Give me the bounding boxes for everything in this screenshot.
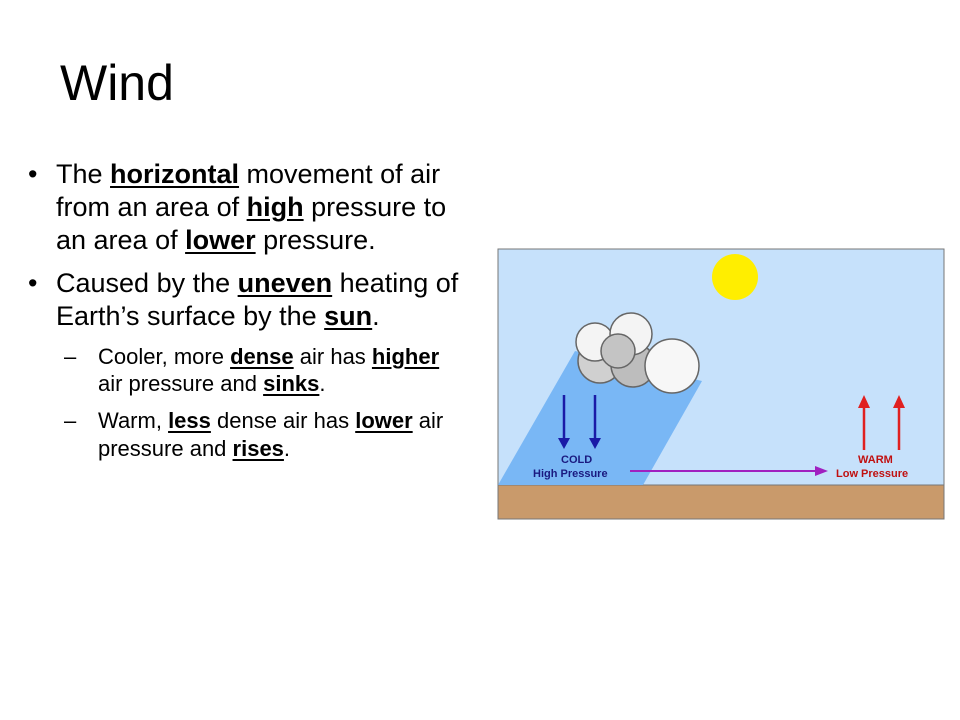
bullet-item	[24, 158, 464, 257]
bullet-text: heating of Earth’s surface by the	[56, 267, 459, 331]
bullet-marker: •	[28, 267, 38, 298]
bullet-text: movement of air from an area of	[56, 159, 441, 222]
sub-bullet-item	[24, 343, 464, 398]
ground-strip	[498, 485, 944, 519]
bullet-text: air pressure and	[98, 408, 444, 461]
wind-diagram	[497, 248, 945, 520]
slide-title: Wind	[60, 55, 174, 111]
bullet-text: air pressure and	[98, 371, 264, 397]
bullet-text: .	[283, 435, 291, 461]
emphasis-word: lower	[355, 408, 413, 434]
emphasis-word: uneven	[237, 267, 333, 298]
bullet-text: Cooler, more	[98, 343, 231, 369]
bullet-marker: •	[28, 159, 38, 189]
sub-bullet-item	[24, 407, 464, 462]
emphasis-word: higher	[371, 343, 440, 369]
bullet-list	[24, 158, 464, 472]
emphasis-word: rises	[232, 435, 284, 461]
emphasis-word: horizontal	[110, 159, 240, 189]
bullet-text: Warm,	[98, 408, 169, 434]
emphasis-word: high	[246, 191, 304, 222]
low-pressure-label: Low Pressure	[836, 468, 909, 480]
bullet-text: The	[56, 159, 111, 189]
bullet-text: pressure.	[255, 224, 376, 255]
sub-bullet-marker: –	[64, 408, 77, 434]
bullet-item	[24, 267, 464, 333]
bullet-text: .	[372, 300, 380, 331]
bullet-text: pressure to an area of	[56, 191, 447, 255]
emphasis-word: sun	[324, 300, 373, 331]
bullet-text: dense air has	[210, 408, 356, 434]
sub-bullet-marker: –	[64, 343, 77, 369]
bullet-text: .	[319, 371, 326, 397]
sun-icon	[712, 254, 758, 300]
bullet-text: Caused by the	[56, 267, 238, 298]
high-pressure-label: High Pressure	[533, 468, 608, 480]
cold-label: COLD	[561, 454, 593, 466]
emphasis-word: less	[168, 408, 211, 434]
bullet-text: air has	[293, 343, 372, 369]
warm-label: WARM	[858, 454, 893, 466]
emphasis-word: lower	[185, 224, 256, 255]
emphasis-word: dense	[230, 343, 294, 369]
emphasis-word: sinks	[263, 371, 320, 397]
